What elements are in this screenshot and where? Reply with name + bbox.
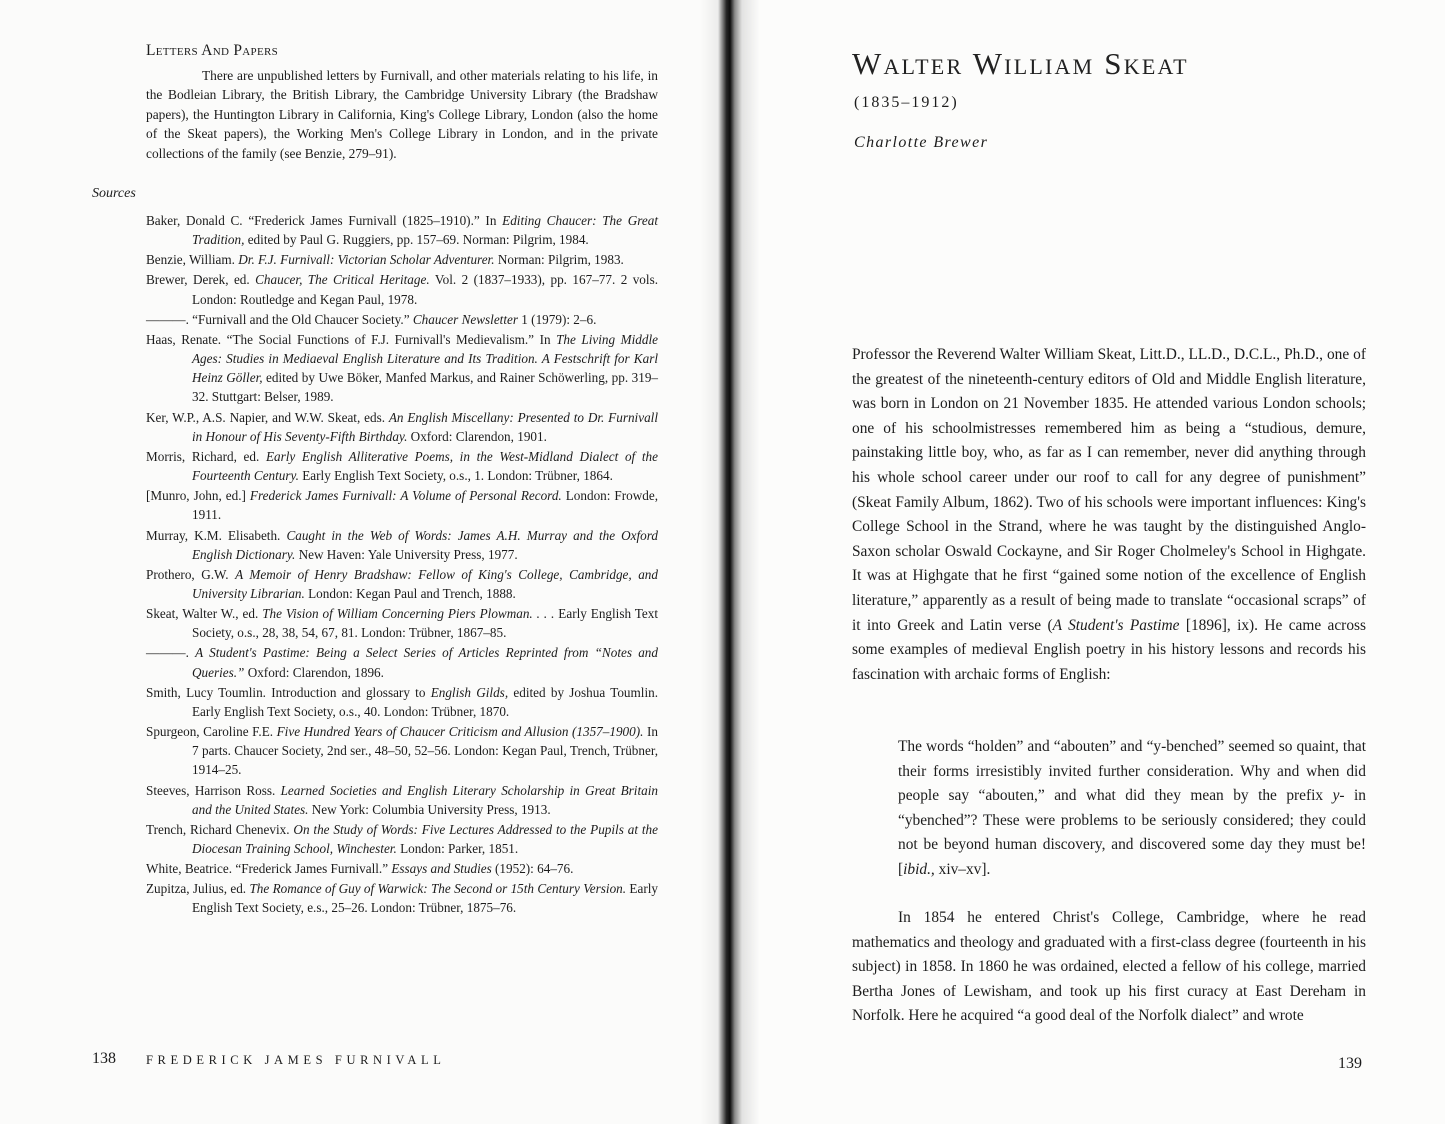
bibliography-entry: Trench, Richard Chenevix. On the Study of Words: Five Lectures Addressed to the Pupils at the Diocesan Training School, Winchester. London: Parker, 1851.	[146, 821, 658, 856]
section-title-letters-and-papers: Letters And Papers	[146, 42, 279, 59]
running-head: FREDERICK JAMES FURNIVALL	[146, 1053, 446, 1067]
bibliography-entry: Spurgeon, Caroline F.E. Five Hundred Years of Chaucer Criticism and Allusion (1357–1900). In 7 parts. Chaucer Society, 2nd ser., 48–50, 52–56. London: Kegan Paul, Trench, Trübner, 1914–25.	[146, 724, 658, 778]
bibliography-entry: Haas, Renate. “The Social Functions of F.J. Furnivall's Medievalism.” In The Living Middle Ages: Studies in Mediaeval English Literature and Its Tradition. A Festschrift for Karl Heinz Göller, edited by Uwe Böker, Manfed Markus, and Rainer Schöwerling, pp. 319–32. Stuttgart: Belser, 1989.	[146, 331, 659, 405]
bibliography-entry: Skeat, Walter W., ed. The Vision of William Concerning Piers Plowman. . . . Early English Text Society, o.s., 28, 38, 54, 67, 81. London: Trübner, 1867–85.	[146, 606, 658, 641]
left-page	[0, 0, 722, 1124]
chapter-author: Charlotte Brewer	[854, 134, 989, 151]
sources-heading: Sources	[92, 186, 136, 201]
letters-paragraph: There are unpublished letters by Furnivall, and other materials relating to his life, in the Bodleian Library, the British Library, the Cambridge University Library (the Bradshaw papers), the Huntington Library in California, King's College Library, London (also the home of the Skeat papers), the Working Men's College Library in London, and in the private collections of the family (see Benzie, 279–91).	[146, 68, 658, 161]
bibliography-entry: Steeves, Harrison Ross. Learned Societies and English Literary Scholarship in Great Britain and the United States. New York: Columbia University Press, 1913.	[146, 782, 658, 817]
bibliography-entry: ———. “Furnivall and the Old Chaucer Society.” Chaucer Newsletter 1 (1979): 2–6.	[146, 311, 597, 327]
bibliography-entry: White, Beatrice. “Frederick James Furnivall.” Essays and Studies (1952): 64–76.	[146, 861, 574, 877]
bibliography-entry: Smith, Lucy Toumlin. Introduction and glossary to English Gilds, edited by Joshua Toumlin. Early English Text Society, o.s., 40. London: Trübner, 1870.	[146, 684, 659, 719]
bibliography-entry: Zupitza, Julius, ed. The Romance of Guy of Warwick: The Second or 15th Century Version. Early English Text Society, e.s., 25–26. London: Trübner, 1875–76.	[146, 881, 658, 916]
page-number-left: 138	[92, 1050, 116, 1067]
right-page	[722, 0, 1445, 1124]
bibliography-entry: Brewer, Derek, ed. Chaucer, The Critical Heritage. Vol. 2 (1837–1933), pp. 167–77. 2 vols. London: Routledge and Kegan Paul, 1978.	[146, 272, 658, 307]
chapter-title: Walter William Skeat	[852, 46, 1189, 81]
block-quote: The words “holden” and “abouten” and “y-benched” seemed so quaint, that their forms irresistibly invited further consideration. Why and when did people say “abouten,” and what did they mean by the prefix y- in “ybenched”? These were problems to be seriously considered; they could not be beyond human discovery, and discovered some day they must be! [ibid., xiv–xv].	[898, 738, 1366, 878]
bibliography-entry: Baker, Donald C. “Frederick James Furnivall (1825–1910).” In Editing Chaucer: The Great Tradition, edited by Paul G. Ruggiers, pp. 157–69. Norman: Pilgrim, 1984.	[146, 213, 658, 248]
page-number-right: 139	[1338, 1055, 1362, 1072]
bibliography-entry: Morris, Richard, ed. Early English Alliterative Poems, in the West-Midland Dialect of the Fourteenth Century. Early English Text Society, o.s., 1. London: Trübner, 1864.	[146, 448, 658, 484]
body-paragraph-1: Professor the Reverend Walter William Skeat, Litt.D., LL.D., D.C.L., Ph.D., one of the greatest of the nineteenth-century editors of Old and Middle English literature, was born in London on 21 November 1835. He attended various London schools; one of his schoolmistresses remembered him as being a “studious, demure, painstaking little boy, who, as far as I can remember, never did anything through his whole school career under our roof to call for any degree of punishment” (Skeat Family Album, 1862). Two of his schools were important influences: King's College School in the Strand, where he was taught by the distinguished Anglo-Saxon scholar Oswald Cockayne, and Sir Roger Cholmeley's School in Highgate. It was at Highgate that he first “gained some notion of the excellence of English literature,” apparently as a result of being made to translate “occasional scraps” of it into Greek and Latin verse (A Student's Pastime [1896], ix). He came across some examples of medieval English poetry in his history lessons and records his fascination with archaic forms of English:	[852, 346, 1366, 683]
bibliography-entry: ———. A Student's Pastime: Being a Select Series of Articles Reprinted from “Notes and Queries.” Oxford: Clarendon, 1896.	[146, 645, 658, 680]
chapter-dates: (1835–1912)	[854, 94, 959, 111]
bibliography-entry: Murray, K.M. Elisabeth. Caught in the Web of Words: James A.H. Murray and the Oxford English Dictionary. New Haven: Yale University Press, 1977.	[146, 527, 658, 562]
bibliography-entry: Benzie, William. Dr. F.J. Furnivall: Victorian Scholar Adventurer. Norman: Pilgrim, 1983.	[146, 252, 624, 268]
bibliography-entry: Prothero, G.W. A Memoir of Henry Bradshaw: Fellow of King's College, Cambridge, and University Librarian. London: Kegan Paul and Trench, 1888.	[146, 566, 658, 601]
book-gutter-shadow	[700, 0, 760, 1124]
body-paragraph-2: In 1854 he entered Christ's College, Cambridge, where he read mathematics and theology and graduated with a first-class degree (fourteenth in his subject) in 1858. In 1860 he was ordained, elected a fellow of his college, married Bertha Jones of Lewisham, and took up his first curacy at East Dereham in Norfolk. Here he acquired “a good deal of the Norfolk dialect” and wrote	[852, 909, 1366, 1025]
bibliography-entry: Ker, W.P., A.S. Napier, and W.W. Skeat, eds. An English Miscellany: Presented to Dr. Furnivall in Honour of His Seventy-Fifth Birthday. Oxford: Clarendon, 1901.	[146, 409, 658, 444]
bibliography-entry: [Munro, John, ed.] Frederick James Furnivall: A Volume of Personal Record. London: Frowde, 1911.	[146, 488, 659, 523]
bibliography-list	[146, 211, 658, 919]
